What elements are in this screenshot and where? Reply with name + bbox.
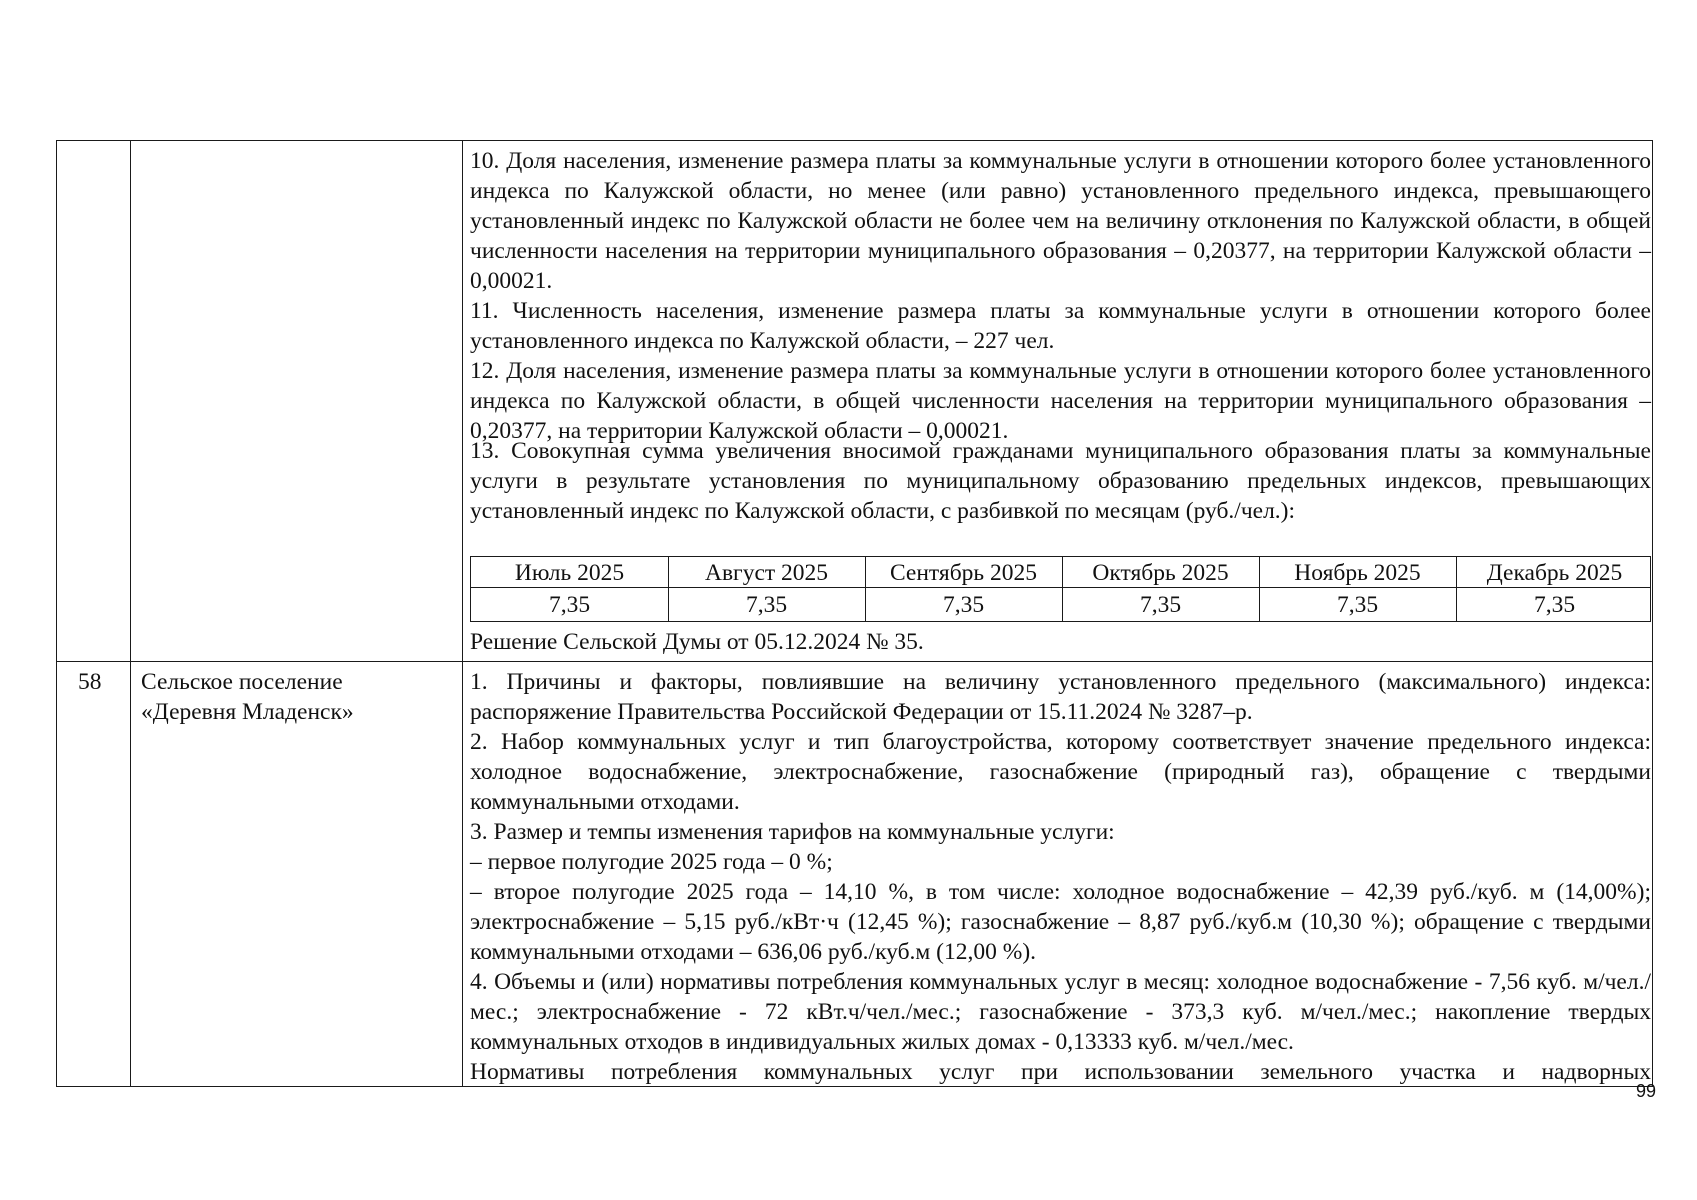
page-number: 99 <box>1636 1081 1657 1101</box>
month-header: Декабрь 2025 <box>1486 560 1623 586</box>
month-value: 7,35 <box>1533 592 1576 618</box>
month-value: 7,35 <box>745 592 788 618</box>
paragraph-3-item-2: – второе полугодие 2025 года – 14,10 %, в том числе: холодное водоснабжение – 42,39 руб./куб. м (14,00%); электроснабжение – 5,15 руб./кВт·ч (12,45 %); газоснабжение – 8,87 руб./куб.м (10,30 %); обращение с твердыми коммунальными отходами – 636,06 руб./куб.м (12,00 %). <box>470 879 1651 965</box>
month-header: Ноябрь 2025 <box>1294 560 1421 586</box>
month-value: 7,35 <box>548 592 591 618</box>
table-column-divider <box>462 140 463 1087</box>
month-header: Июль 2025 <box>514 560 625 586</box>
paragraph-1: 1. Причины и факторы, повлиявшие на величину установленного предельного (максимального) индекса: распоряжение Правительства Российской Федерации от 15.11.2024 № 3287–р. <box>470 669 1651 725</box>
month-header: Август 2025 <box>704 560 829 586</box>
paragraph-4: 4. Объемы и (или) нормативы потребления коммунальных услуг в месяц: холодное водоснабжение - 7,56 куб. м/чел./мес.; электроснабжение - 72 кВт.ч/чел./мес.; газоснабжение - 373,3 куб. м/чел./мес.; накопление твердых коммунальных отходов в индивидуальных жилых домах - 0,13333 куб. м/чел./мес. <box>470 969 1651 1055</box>
monthly-amounts-table <box>470 556 1651 622</box>
month-value: 7,35 <box>1139 592 1182 618</box>
table-column-divider <box>130 140 131 1087</box>
month-value: 7,35 <box>942 592 985 618</box>
row-number: 58 <box>78 669 102 695</box>
month-value: 7,35 <box>1336 592 1379 618</box>
municipality-name-line1: Сельское поселение <box>141 669 343 695</box>
paragraph-5: Нормативы потребления коммунальных услуг при использовании земельного участка и надворных <box>470 1059 1651 1085</box>
paragraph-11: 11. Численность населения, изменение размера платы за коммунальные услуги в отношении которого более установленного индекса по Калужской области, – 227 чел. <box>470 298 1651 354</box>
table-row-divider <box>56 661 1653 662</box>
paragraph-12: 12. Доля населения, изменение размера платы за коммунальные услуги в отношении которого более установленного индекса по Калужской области, в общей численности населения на территории муниципального образования – 0,20377, на территории Калужской области – 0,00021. <box>470 358 1651 444</box>
paragraph-3: 3. Размер и темпы изменения тарифов на коммунальные услуги: <box>470 819 1115 845</box>
decision-reference: Решение Сельской Думы от 05.12.2024 № 35. <box>470 629 924 655</box>
paragraph-10: 10. Доля населения, изменение размера платы за коммунальные услуги в отношении которого более установленного индекса по Калужской области, но менее (или равно) установленного предельного индекса, превышающего установленный индекс по Калужской области не более чем на величину отклонения по Калужской области, в общей численности населения на территории муниципального образования – 0,20377, на территории Калужской области – 0,00021. <box>470 148 1651 294</box>
month-header: Октябрь 2025 <box>1092 560 1229 586</box>
municipality-name-line2: «Деревня Младенск» <box>141 699 354 725</box>
paragraph-13: 13. Совокупная сумма увеличения вносимой гражданами муниципального образования платы за коммунальные услуги в результате установления по муниципальному образованию предельных индексов, превышающих установленный индекс по Калужской области, с разбивкой по месяцам (руб./чел.): <box>470 438 1651 524</box>
month-header: Сентябрь 2025 <box>889 560 1038 586</box>
paragraph-2: 2. Набор коммунальных услуг и тип благоустройства, которому соответствует значение предельного индекса: холодное водоснабжение, электроснабжение, газоснабжение (природный газ), обращение с твердыми коммунальными отходами. <box>470 729 1651 815</box>
paragraph-3-item-1: – первое полугодие 2025 года – 0 %; <box>470 849 833 875</box>
